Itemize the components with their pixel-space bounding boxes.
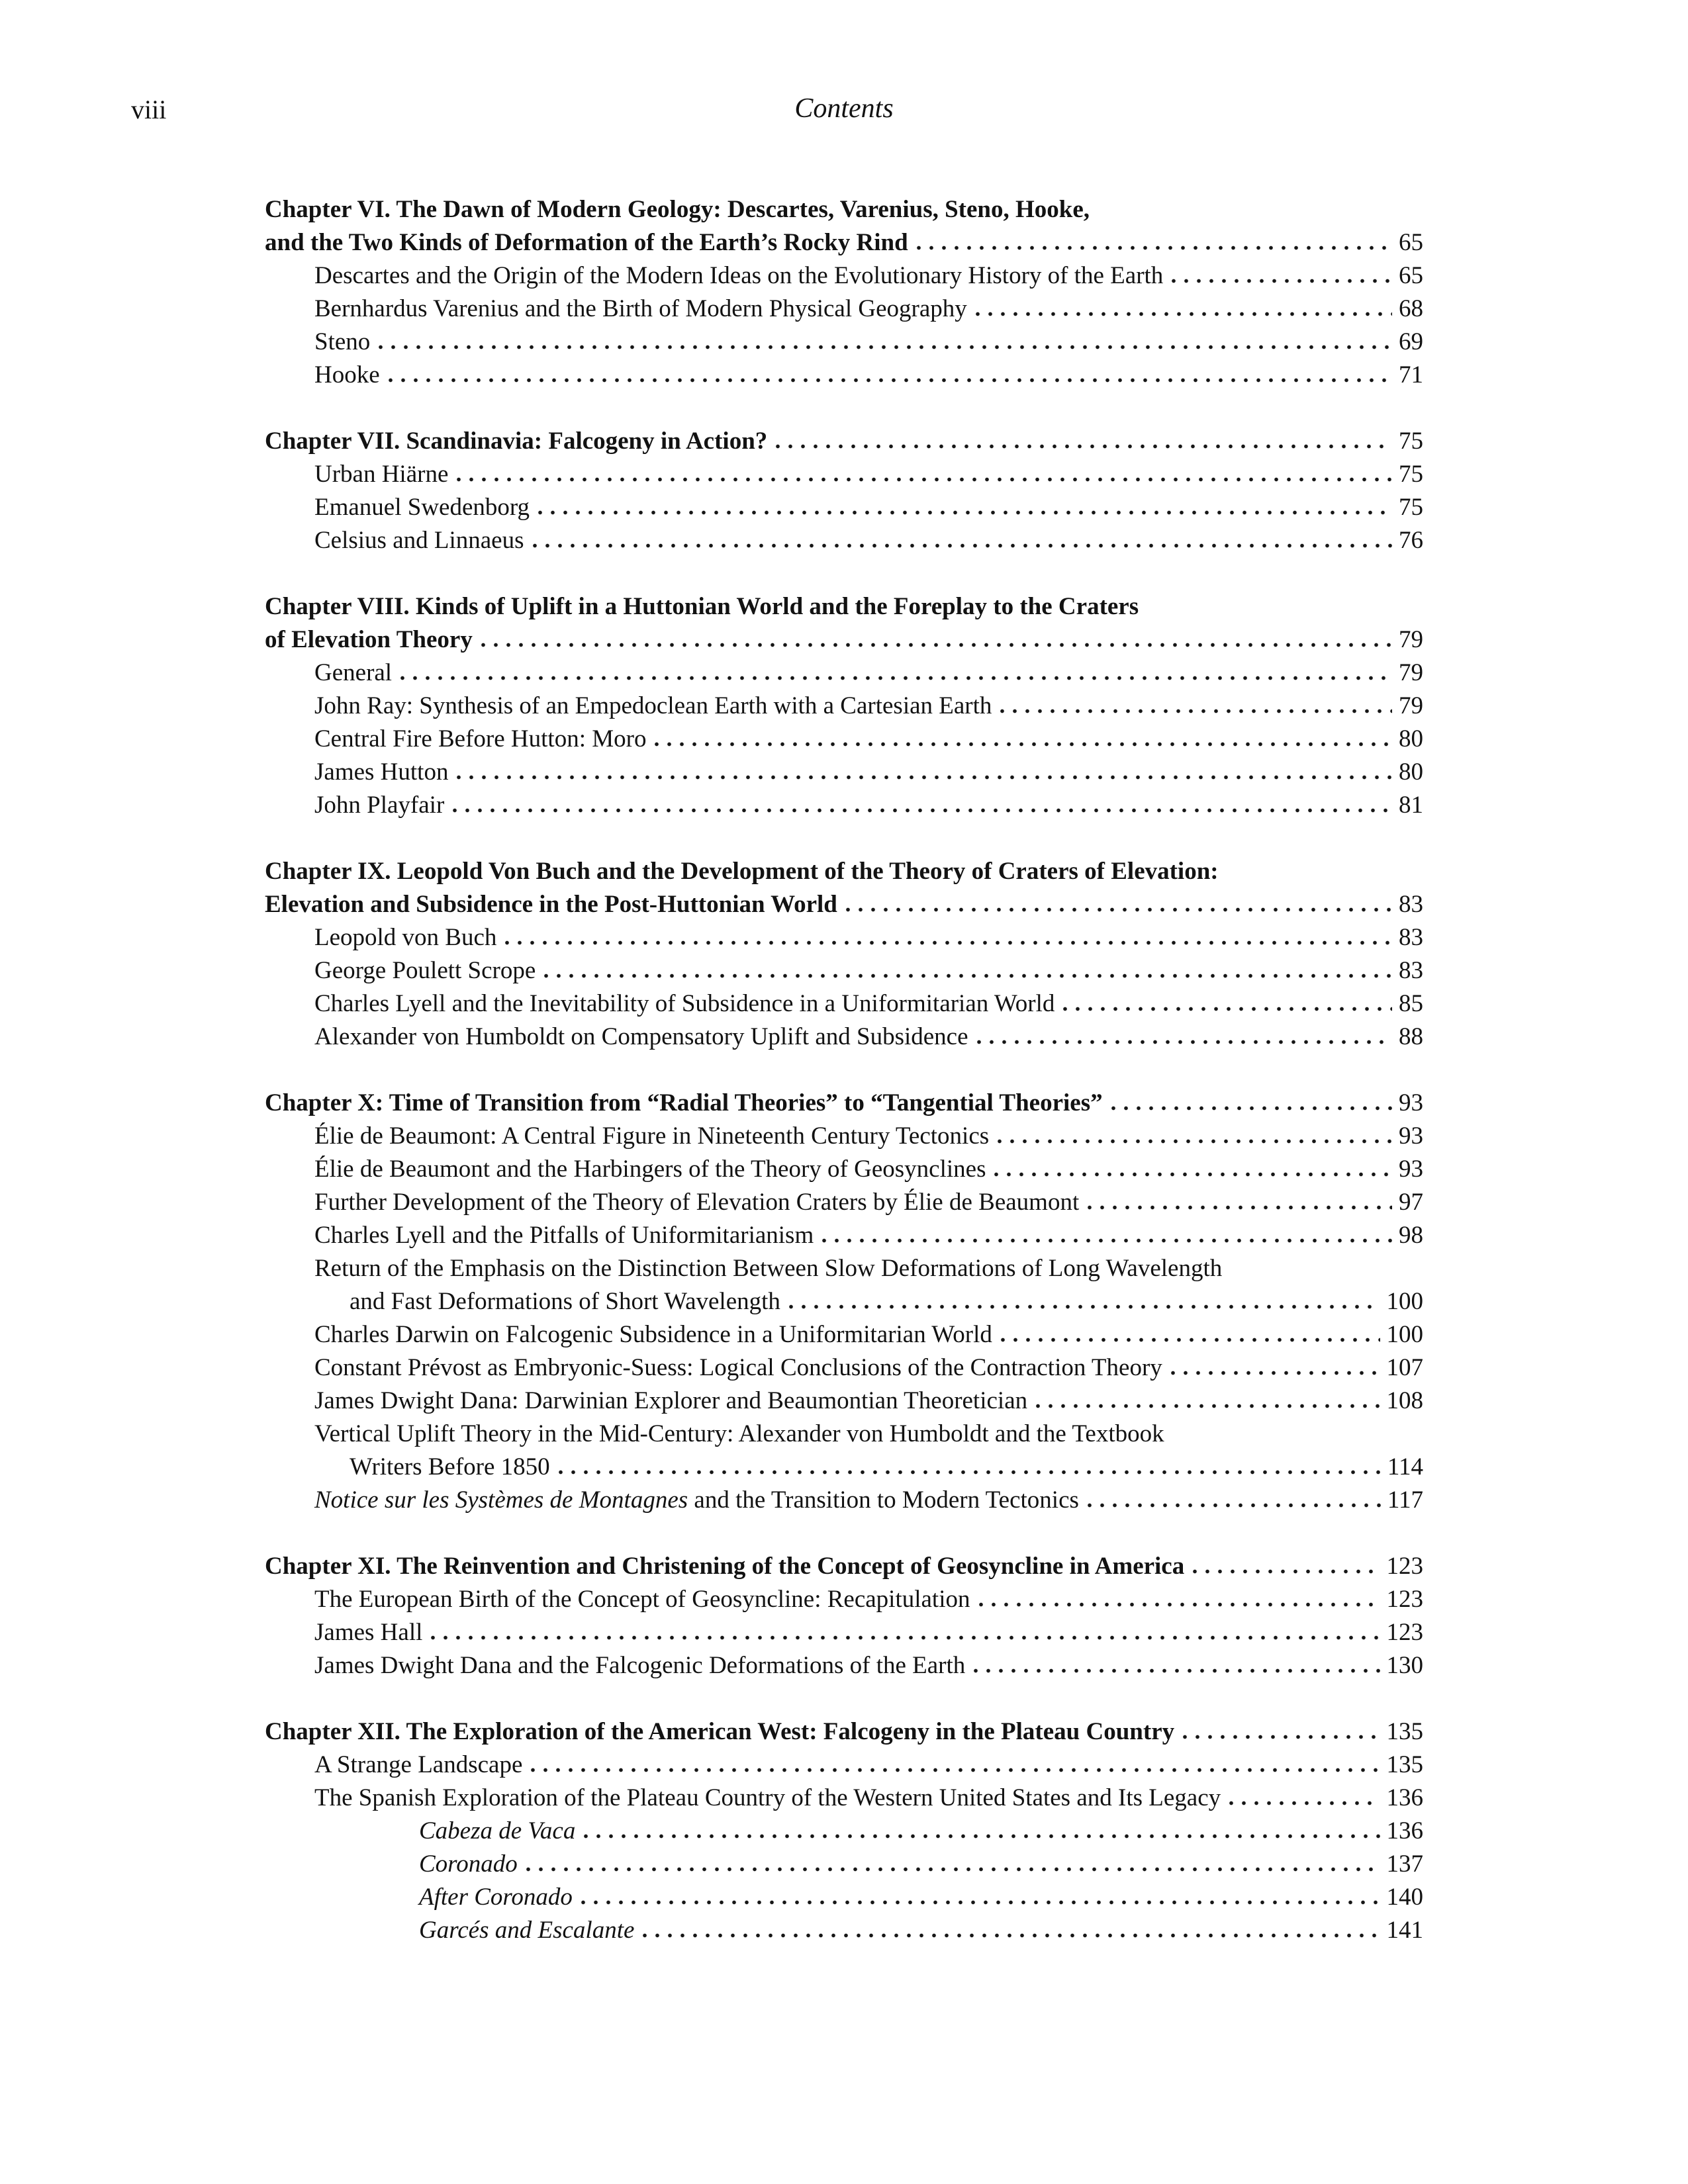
toc-entry-label-part: James Dwight Dana: Darwinian Explorer and Beaumontian Theoretician xyxy=(314,1387,1028,1414)
toc-entry-label-part: Charles Darwin on Falcogenic Subsidence in a Uniformitarian World xyxy=(314,1321,992,1348)
toc-entry-page: 141 xyxy=(1386,1917,1423,1944)
dot-leader xyxy=(822,1238,1392,1243)
dot-leader xyxy=(1088,1205,1392,1210)
toc-entry-label-part: Further Development of the Theory of Elevation Craters by Élie de Beaumont xyxy=(314,1189,1080,1216)
toc-block-chapter-VI xyxy=(265,193,1423,392)
dot-leader xyxy=(544,974,1392,978)
toc-entry-page: 85 xyxy=(1399,990,1423,1017)
toc-entry xyxy=(265,1815,1423,1848)
toc-entry-label xyxy=(265,1550,1184,1583)
dot-leader xyxy=(846,907,1392,912)
toc-entry-page: 107 xyxy=(1386,1354,1423,1381)
toc-entry-label xyxy=(419,1815,575,1848)
toc-block-chapter-XI xyxy=(265,1550,1423,1682)
toc-entry xyxy=(265,954,1423,987)
toc-entry xyxy=(265,1583,1423,1616)
running-head-title: Contents xyxy=(794,93,894,124)
toc-entry-page: 83 xyxy=(1399,924,1423,951)
toc-entry xyxy=(265,1153,1423,1186)
toc-entry xyxy=(265,987,1423,1021)
toc-entry xyxy=(265,359,1423,392)
toc-entry xyxy=(265,1385,1423,1418)
dot-leader xyxy=(559,1470,1381,1475)
toc-entry-page: 114 xyxy=(1387,1453,1423,1480)
toc-entry-page: 123 xyxy=(1386,1586,1423,1613)
dot-leader xyxy=(526,1867,1380,1872)
toc-entry xyxy=(265,1219,1423,1252)
toc-entry-label-part: George Poulett Scrope xyxy=(314,957,536,984)
toc-entry xyxy=(265,1616,1423,1649)
toc-entry-label xyxy=(314,723,646,756)
toc-entry-page: 76 xyxy=(1399,527,1423,554)
toc-entry xyxy=(265,1914,1423,1947)
toc-entry-page: 135 xyxy=(1386,1751,1423,1778)
toc-entry-page: 136 xyxy=(1386,1817,1423,1844)
toc-entry-label-part: A Strange Landscape xyxy=(314,1751,523,1778)
toc-entry-label xyxy=(265,590,1139,623)
toc-entry-label-part: Central Fire Before Hutton: Moro xyxy=(314,725,647,752)
toc-entry-label-part: Elevation and Subsidence in the Post-Huttonian World xyxy=(265,891,837,918)
toc-entry xyxy=(265,921,1423,954)
dot-leader xyxy=(505,940,1392,945)
toc-entry-label-part: Chapter X: Time of Transition from “Radial Theories” to “Tangential Theories” xyxy=(265,1089,1103,1116)
dot-leader xyxy=(1036,1404,1380,1408)
dot-leader xyxy=(1111,1106,1392,1111)
toc-entry xyxy=(265,657,1423,690)
toc-entry-label xyxy=(314,789,444,822)
toc-entry-label-part: Vertical Uplift Theory in the Mid-Century: Alexander von Humboldt and the Textbook xyxy=(314,1420,1164,1447)
dot-leader xyxy=(974,1668,1380,1673)
toc-entry-label-part: John Ray: Synthesis of an Empedoclean Earth with a Cartesian Earth xyxy=(314,692,992,719)
dot-leader xyxy=(1183,1735,1380,1739)
toc-entry-label xyxy=(265,623,473,657)
toc-entry-page: 69 xyxy=(1399,328,1423,355)
toc-entry-label xyxy=(314,1649,965,1682)
toc-entry-page: 137 xyxy=(1386,1850,1423,1878)
toc-entry-page: 81 xyxy=(1399,792,1423,819)
toc-entry-page: 108 xyxy=(1386,1387,1423,1414)
toc-entry-label xyxy=(265,888,837,921)
toc-entry-page: 93 xyxy=(1399,1156,1423,1183)
toc-entry-page: 93 xyxy=(1399,1089,1423,1116)
toc-entry xyxy=(265,1186,1423,1219)
toc-entry-label xyxy=(314,359,380,392)
dot-leader xyxy=(1171,1371,1380,1375)
toc-entry-label xyxy=(314,1219,814,1252)
toc-entry-label xyxy=(350,1285,780,1318)
toc-block-chapter-VIII xyxy=(265,590,1423,822)
toc-entry-label-part: Chapter XII. The Exploration of the American West: Falcogeny in the Plateau Country xyxy=(265,1718,1175,1745)
toc-entry xyxy=(265,623,1423,657)
toc-block-chapter-XII xyxy=(265,1715,1423,1947)
toc-entry-label-part: Hooke xyxy=(314,361,380,388)
toc-entry-label xyxy=(314,756,448,789)
toc-entry-page: 65 xyxy=(1399,262,1423,289)
dot-leader xyxy=(776,444,1392,449)
toc-entry-page: 117 xyxy=(1387,1486,1423,1514)
toc-entry-label-part: After Coronado xyxy=(419,1884,573,1911)
toc-entry xyxy=(265,226,1423,259)
toc-entry-label xyxy=(419,1914,634,1947)
toc-entry-label-part: Urban Hiärne xyxy=(314,461,449,488)
toc-entry-label xyxy=(314,1749,522,1782)
toc-entry-label-part: Chapter VIII. Kinds of Uplift in a Huttonian World and the Foreplay to the Craters xyxy=(265,593,1139,620)
dot-leader xyxy=(581,1900,1380,1905)
toc xyxy=(265,193,1423,1947)
toc-entry-label xyxy=(314,1583,970,1616)
toc-entry-label xyxy=(314,921,496,954)
toc-entry xyxy=(265,1848,1423,1881)
toc-entry-label-part: Constant Prévost as Embryonic-Suess: Logical Conclusions of the Contraction Theory xyxy=(314,1354,1162,1381)
toc-entry-page: 123 xyxy=(1386,1619,1423,1646)
toc-entry-label xyxy=(314,1252,1222,1285)
toc-entry-page: 130 xyxy=(1386,1652,1423,1679)
toc-entry-label-part: Chapter VII. Scandinavia: Falcogeny in Action? xyxy=(265,428,768,455)
toc-entry xyxy=(265,855,1423,888)
toc-entry-label xyxy=(314,491,530,524)
toc-entry-page: 100 xyxy=(1386,1321,1423,1348)
toc-entry xyxy=(265,1318,1423,1351)
toc-entry-label-part: and the Transition to Modern Tectonics xyxy=(688,1486,1079,1514)
toc-entry-label xyxy=(350,1451,550,1484)
dot-leader xyxy=(1229,1801,1380,1805)
toc-entry-page: 79 xyxy=(1399,626,1423,653)
toc-entry-label xyxy=(314,259,1163,293)
dot-leader xyxy=(533,543,1392,548)
toc-entry-label-part: Celsius and Linnaeus xyxy=(314,527,524,554)
toc-entry-label-part: of Elevation Theory xyxy=(265,626,473,653)
toc-entry-label-part: James Hall xyxy=(314,1619,423,1646)
dot-leader xyxy=(379,345,1392,349)
toc-entry-label xyxy=(265,1087,1103,1120)
toc-entry xyxy=(265,1451,1423,1484)
dot-leader xyxy=(531,1768,1380,1772)
dot-leader xyxy=(789,1304,1380,1309)
toc-entry-label xyxy=(265,193,1090,226)
toc-entry xyxy=(265,1484,1423,1517)
toc-entry-page: 75 xyxy=(1399,461,1423,488)
dot-leader xyxy=(481,643,1392,647)
toc-entry xyxy=(265,491,1423,524)
toc-entry-label xyxy=(314,987,1055,1021)
toc-entry xyxy=(265,1252,1423,1285)
toc-entry xyxy=(265,293,1423,326)
toc-entry-label-part: Cabeza de Vaca xyxy=(419,1817,576,1844)
toc-entry-page: 65 xyxy=(1399,229,1423,256)
toc-entry xyxy=(265,690,1423,723)
toc-entry-label xyxy=(265,425,767,458)
toc-entry-label xyxy=(314,1782,1221,1815)
toc-entry-page: 135 xyxy=(1386,1718,1423,1745)
dot-leader xyxy=(538,510,1392,515)
toc-entry-page: 93 xyxy=(1399,1122,1423,1150)
dot-leader xyxy=(1172,279,1392,283)
dot-leader xyxy=(977,1040,1392,1044)
toc-entry-page: 75 xyxy=(1399,428,1423,455)
toc-entry-label-part: General xyxy=(314,659,393,686)
toc-entry-page: 100 xyxy=(1386,1288,1423,1315)
toc-entry-label xyxy=(314,1484,1079,1517)
toc-entry-label xyxy=(314,1616,422,1649)
toc-entry xyxy=(265,326,1423,359)
toc-entry-label-part: Chapter IX. Leopold Von Buch and the Development of the Theory of Craters of Elevation: xyxy=(265,858,1219,885)
toc-entry-label-part: Writers Before 1850 xyxy=(350,1453,550,1480)
toc-entry-label xyxy=(314,1385,1027,1418)
toc-entry xyxy=(265,1715,1423,1749)
dot-leader xyxy=(976,312,1392,316)
toc-entry xyxy=(265,1021,1423,1054)
toc-entry-page: 75 xyxy=(1399,494,1423,521)
toc-entry xyxy=(265,1649,1423,1682)
toc-entry-label xyxy=(314,690,992,723)
toc-entry-label-part: Charles Lyell and the Pitfalls of Uniformitarianism xyxy=(314,1222,814,1249)
toc-entry-label-part: Notice sur les Systèmes de Montagnes xyxy=(314,1486,688,1514)
toc-entry-label xyxy=(419,1848,518,1881)
dot-leader xyxy=(655,742,1392,747)
toc-entry-label xyxy=(314,1418,1164,1451)
toc-block-chapter-X xyxy=(265,1087,1423,1517)
dot-leader xyxy=(1001,1338,1380,1342)
dot-leader xyxy=(998,1139,1392,1144)
toc-entry xyxy=(265,789,1423,822)
toc-entry-label-part: Return of the Emphasis on the Distinction Between Slow Deformations of Long Wavelength xyxy=(314,1255,1223,1282)
toc-entry-page: 71 xyxy=(1399,361,1423,388)
toc-entry xyxy=(265,1782,1423,1815)
toc-entry-page: 79 xyxy=(1399,692,1423,719)
dot-leader xyxy=(400,676,1392,680)
toc-entry-label xyxy=(314,293,967,326)
toc-entry-label-part: Élie de Beaumont and the Harbingers of the Theory of Geosynclines xyxy=(314,1156,986,1183)
toc-entry-label-part: Bernhardus Varenius and the Birth of Modern Physical Geography xyxy=(314,295,967,322)
toc-entry-label xyxy=(314,326,370,359)
toc-entry-label xyxy=(314,1021,968,1054)
toc-entry-label-part: Chapter VI. The Dawn of Modern Geology: Descartes, Varenius, Steno, Hooke, xyxy=(265,196,1090,223)
dot-leader xyxy=(1193,1569,1380,1574)
toc-entry xyxy=(265,590,1423,623)
toc-entry-label-part: James Dwight Dana and the Falcogenic Deformations of the Earth xyxy=(314,1652,966,1679)
toc-entry xyxy=(265,1749,1423,1782)
dot-leader xyxy=(584,1834,1380,1839)
toc-entry-label xyxy=(265,226,908,259)
toc-entry-label-part: and Fast Deformations of Short Wavelength xyxy=(350,1288,780,1315)
toc-entry-page: 83 xyxy=(1399,957,1423,984)
toc-entry xyxy=(265,1351,1423,1385)
dot-leader xyxy=(1000,709,1392,713)
toc-entry-label xyxy=(314,1186,1079,1219)
toc-entry-label xyxy=(314,657,392,690)
toc-entry-label-part: Coronado xyxy=(419,1850,518,1878)
toc-entry xyxy=(265,1418,1423,1451)
toc-entry xyxy=(265,723,1423,756)
dot-leader xyxy=(1088,1503,1381,1508)
toc-entry xyxy=(265,756,1423,789)
toc-entry-page: 79 xyxy=(1399,659,1423,686)
toc-entry-page: 80 xyxy=(1399,725,1423,752)
toc-entry-label-part: Leopold von Buch xyxy=(314,924,497,951)
toc-entry-label xyxy=(265,855,1219,888)
dot-leader xyxy=(979,1602,1380,1607)
toc-entry-label xyxy=(314,1153,986,1186)
dot-leader xyxy=(457,775,1392,780)
dot-leader xyxy=(643,1933,1380,1938)
folio-page-number: viii xyxy=(131,95,167,124)
toc-entry-label-part: Alexander von Humboldt on Compensatory Uplift and Subsidence xyxy=(314,1023,968,1050)
toc-entry-label-part: Élie de Beaumont: A Central Figure in Nineteenth Century Tectonics xyxy=(314,1122,990,1150)
dot-leader xyxy=(1063,1007,1392,1011)
toc-entry xyxy=(265,1550,1423,1583)
toc-entry-page: 97 xyxy=(1399,1189,1423,1216)
dot-leader xyxy=(389,378,1392,383)
toc-entry-page: 80 xyxy=(1399,758,1423,786)
toc-entry xyxy=(265,425,1423,458)
toc-entry-label-part: Charles Lyell and the Inevitability of Subsidence in a Uniformitarian World xyxy=(314,990,1055,1017)
toc-entry-page: 68 xyxy=(1399,295,1423,322)
toc-entry-label xyxy=(314,458,448,491)
toc-entry-label-part: Chapter XI. The Reinvention and Christening of the Concept of Geosyncline in America xyxy=(265,1553,1185,1580)
toc-entry-label-part: John Playfair xyxy=(314,792,445,819)
toc-entry-label xyxy=(314,954,536,987)
toc-entry xyxy=(265,458,1423,491)
toc-entry xyxy=(265,193,1423,226)
dot-leader xyxy=(994,1172,1392,1177)
toc-entry xyxy=(265,1881,1423,1914)
toc-entry xyxy=(265,1087,1423,1120)
toc-entry-label-part: Garcés and Escalante xyxy=(419,1917,635,1944)
toc-entry-label-part: Descartes and the Origin of the Modern Ideas on the Evolutionary History of the Earth xyxy=(314,262,1164,289)
toc-entry-page: 123 xyxy=(1386,1553,1423,1580)
toc-block-chapter-IX xyxy=(265,855,1423,1054)
toc-entry-page: 98 xyxy=(1399,1222,1423,1249)
toc-entry-label-part: Emanuel Swedenborg xyxy=(314,494,530,521)
toc-entry-label-part: The Spanish Exploration of the Plateau Country of the Western United States and Its Legacy xyxy=(314,1784,1221,1811)
toc-entry-label xyxy=(314,1318,992,1351)
toc-entry-page: 83 xyxy=(1399,891,1423,918)
dot-leader xyxy=(457,477,1392,482)
toc-entry xyxy=(265,1120,1423,1153)
toc-entry-label xyxy=(419,1881,573,1914)
dot-leader xyxy=(917,246,1392,250)
toc-entry-label xyxy=(314,1351,1162,1385)
toc-entry xyxy=(265,888,1423,921)
toc-entry-label xyxy=(314,1120,989,1153)
toc-entry-page: 140 xyxy=(1386,1884,1423,1911)
dot-leader xyxy=(453,808,1392,813)
toc-block-chapter-VII xyxy=(265,425,1423,557)
toc-entry-label-part: James Hutton xyxy=(314,758,449,786)
dot-leader xyxy=(431,1635,1380,1640)
toc-entry-label xyxy=(314,524,524,557)
toc-entry xyxy=(265,259,1423,293)
toc-entry-label xyxy=(265,1715,1174,1749)
toc-entry-label-part: Steno xyxy=(314,328,371,355)
toc-entry-label-part: The European Birth of the Concept of Geosyncline: Recapitulation xyxy=(314,1586,970,1613)
toc-entry xyxy=(265,1285,1423,1318)
toc-entry xyxy=(265,524,1423,557)
toc-entry-label-part: and the Two Kinds of Deformation of the Earth’s Rocky Rind xyxy=(265,229,908,256)
toc-entry-page: 136 xyxy=(1386,1784,1423,1811)
toc-entry-page: 88 xyxy=(1399,1023,1423,1050)
